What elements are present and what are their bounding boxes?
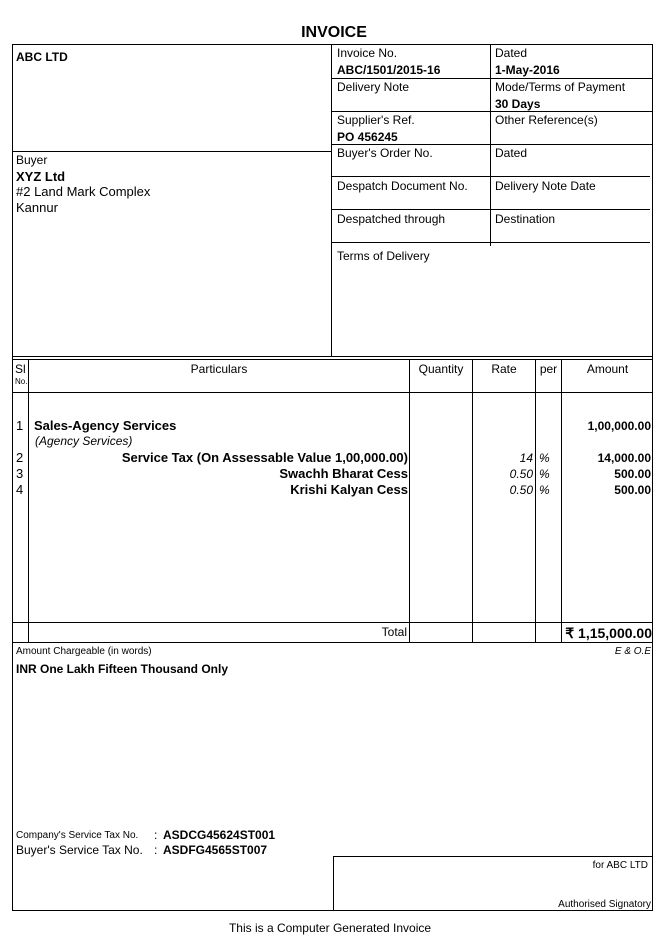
col-header-rate: Rate — [491, 362, 517, 376]
row-sl: 4 — [16, 482, 24, 497]
divider — [332, 78, 653, 79]
row-sl: 1 — [16, 418, 24, 433]
col-header-sl: Sl — [15, 362, 26, 376]
row-particulars: Krishi Kalyan Cess — [290, 482, 408, 497]
other-ref-label: Other Reference(s) — [495, 113, 598, 127]
divider — [332, 111, 653, 112]
signature-for-label: for ABC LTD — [592, 860, 648, 871]
row-rate: 0.50 — [509, 483, 533, 497]
row-amount: 500.00 — [614, 467, 651, 481]
divider — [561, 359, 562, 643]
page-title: INVOICE — [301, 24, 367, 41]
divider — [535, 359, 536, 643]
total-label: Total — [381, 625, 407, 639]
invoice-date: 1-May-2016 — [495, 63, 560, 77]
buyer-tax-sep: : — [154, 843, 158, 857]
divider — [28, 359, 29, 643]
row-amount: 1,00,000.00 — [587, 419, 651, 433]
divider — [332, 176, 650, 177]
despatch-doc-label: Despatch Document No. — [337, 179, 468, 193]
row-particulars: Sales-Agency Services — [34, 418, 177, 433]
col-header-per: per — [539, 362, 558, 376]
company-tax-sep: : — [154, 828, 158, 842]
company-tax-value: ASDCG45624ST001 — [163, 828, 276, 842]
row-per: % — [539, 451, 550, 465]
buyer-address-line2: Kannur — [16, 200, 58, 215]
mode-terms-value: 30 Days — [495, 97, 541, 111]
dated-label: Dated — [495, 46, 528, 60]
divider — [12, 151, 332, 152]
divider — [12, 359, 653, 360]
amount-in-words: INR One Lakh Fifteen Thousand Only — [16, 662, 229, 676]
row-particulars: Service Tax (On Assessable Value 1,00,000.00) — [121, 450, 408, 465]
amount-words-label: Amount Chargeable (in words) — [16, 646, 152, 657]
row-rate: 14 — [519, 451, 533, 465]
supplier-ref-value: PO 456245 — [337, 130, 398, 144]
divider — [490, 44, 491, 246]
divider — [409, 359, 410, 643]
divider — [12, 356, 653, 357]
footer-note: This is a Computer Generated Invoice — [228, 921, 432, 935]
buyer-name: XYZ Ltd — [16, 169, 66, 184]
divider — [332, 242, 650, 243]
col-header-quantity: Quantity — [418, 362, 464, 376]
buyer-tax-value: ASDFG4565ST007 — [163, 843, 268, 857]
row-amount: 14,000.00 — [597, 451, 651, 465]
col-header-amount: Amount — [586, 362, 629, 376]
divider — [332, 209, 650, 210]
invoice-no-label: Invoice No. — [337, 46, 398, 60]
despatched-through-label: Despatched through — [337, 212, 446, 226]
invoice-no: ABC/1501/2015-16 — [337, 63, 441, 77]
divider — [331, 44, 332, 357]
destination-label: Destination — [495, 212, 556, 226]
row-per: % — [539, 467, 550, 481]
buyer-address-line1: #2 Land Mark Complex — [16, 184, 151, 199]
divider — [332, 144, 653, 145]
row-per: % — [539, 483, 550, 497]
divider — [472, 359, 473, 643]
divider — [333, 856, 653, 857]
divider — [12, 622, 653, 623]
col-header-particulars: Particulars — [190, 362, 248, 376]
divider — [12, 642, 653, 643]
row-amount: 500.00 — [614, 483, 651, 497]
supplier-ref-label: Supplier's Ref. — [337, 113, 415, 127]
row-sl: 2 — [16, 450, 24, 465]
company-tax-label: Company's Service Tax No. — [16, 830, 139, 841]
delivery-note-label: Delivery Note — [337, 80, 410, 94]
buyer-order-dated-label: Dated — [495, 146, 528, 160]
total-amount: ₹ 1,15,000.00 — [565, 625, 652, 641]
mode-terms-label: Mode/Terms of Payment — [495, 80, 626, 94]
seller-name: ABC LTD — [16, 50, 68, 64]
divider — [12, 392, 653, 393]
row-sub-particulars: (Agency Services) — [35, 434, 133, 448]
row-particulars: Swachh Bharat Cess — [279, 466, 408, 481]
delivery-note-date-label: Delivery Note Date — [495, 179, 596, 193]
terms-of-delivery-label: Terms of Delivery — [337, 249, 430, 263]
col-header-no: No. — [15, 377, 28, 386]
buyer-tax-label: Buyer's Service Tax No. — [16, 843, 143, 857]
row-rate: 0.50 — [509, 467, 533, 481]
buyer-label: Buyer — [16, 153, 48, 167]
buyer-order-label: Buyer's Order No. — [337, 146, 433, 160]
authorised-signatory: Authorised Signatory — [558, 899, 651, 910]
divider — [333, 856, 334, 911]
row-sl: 3 — [16, 466, 24, 481]
eoe-label: E & O.E — [614, 646, 651, 657]
